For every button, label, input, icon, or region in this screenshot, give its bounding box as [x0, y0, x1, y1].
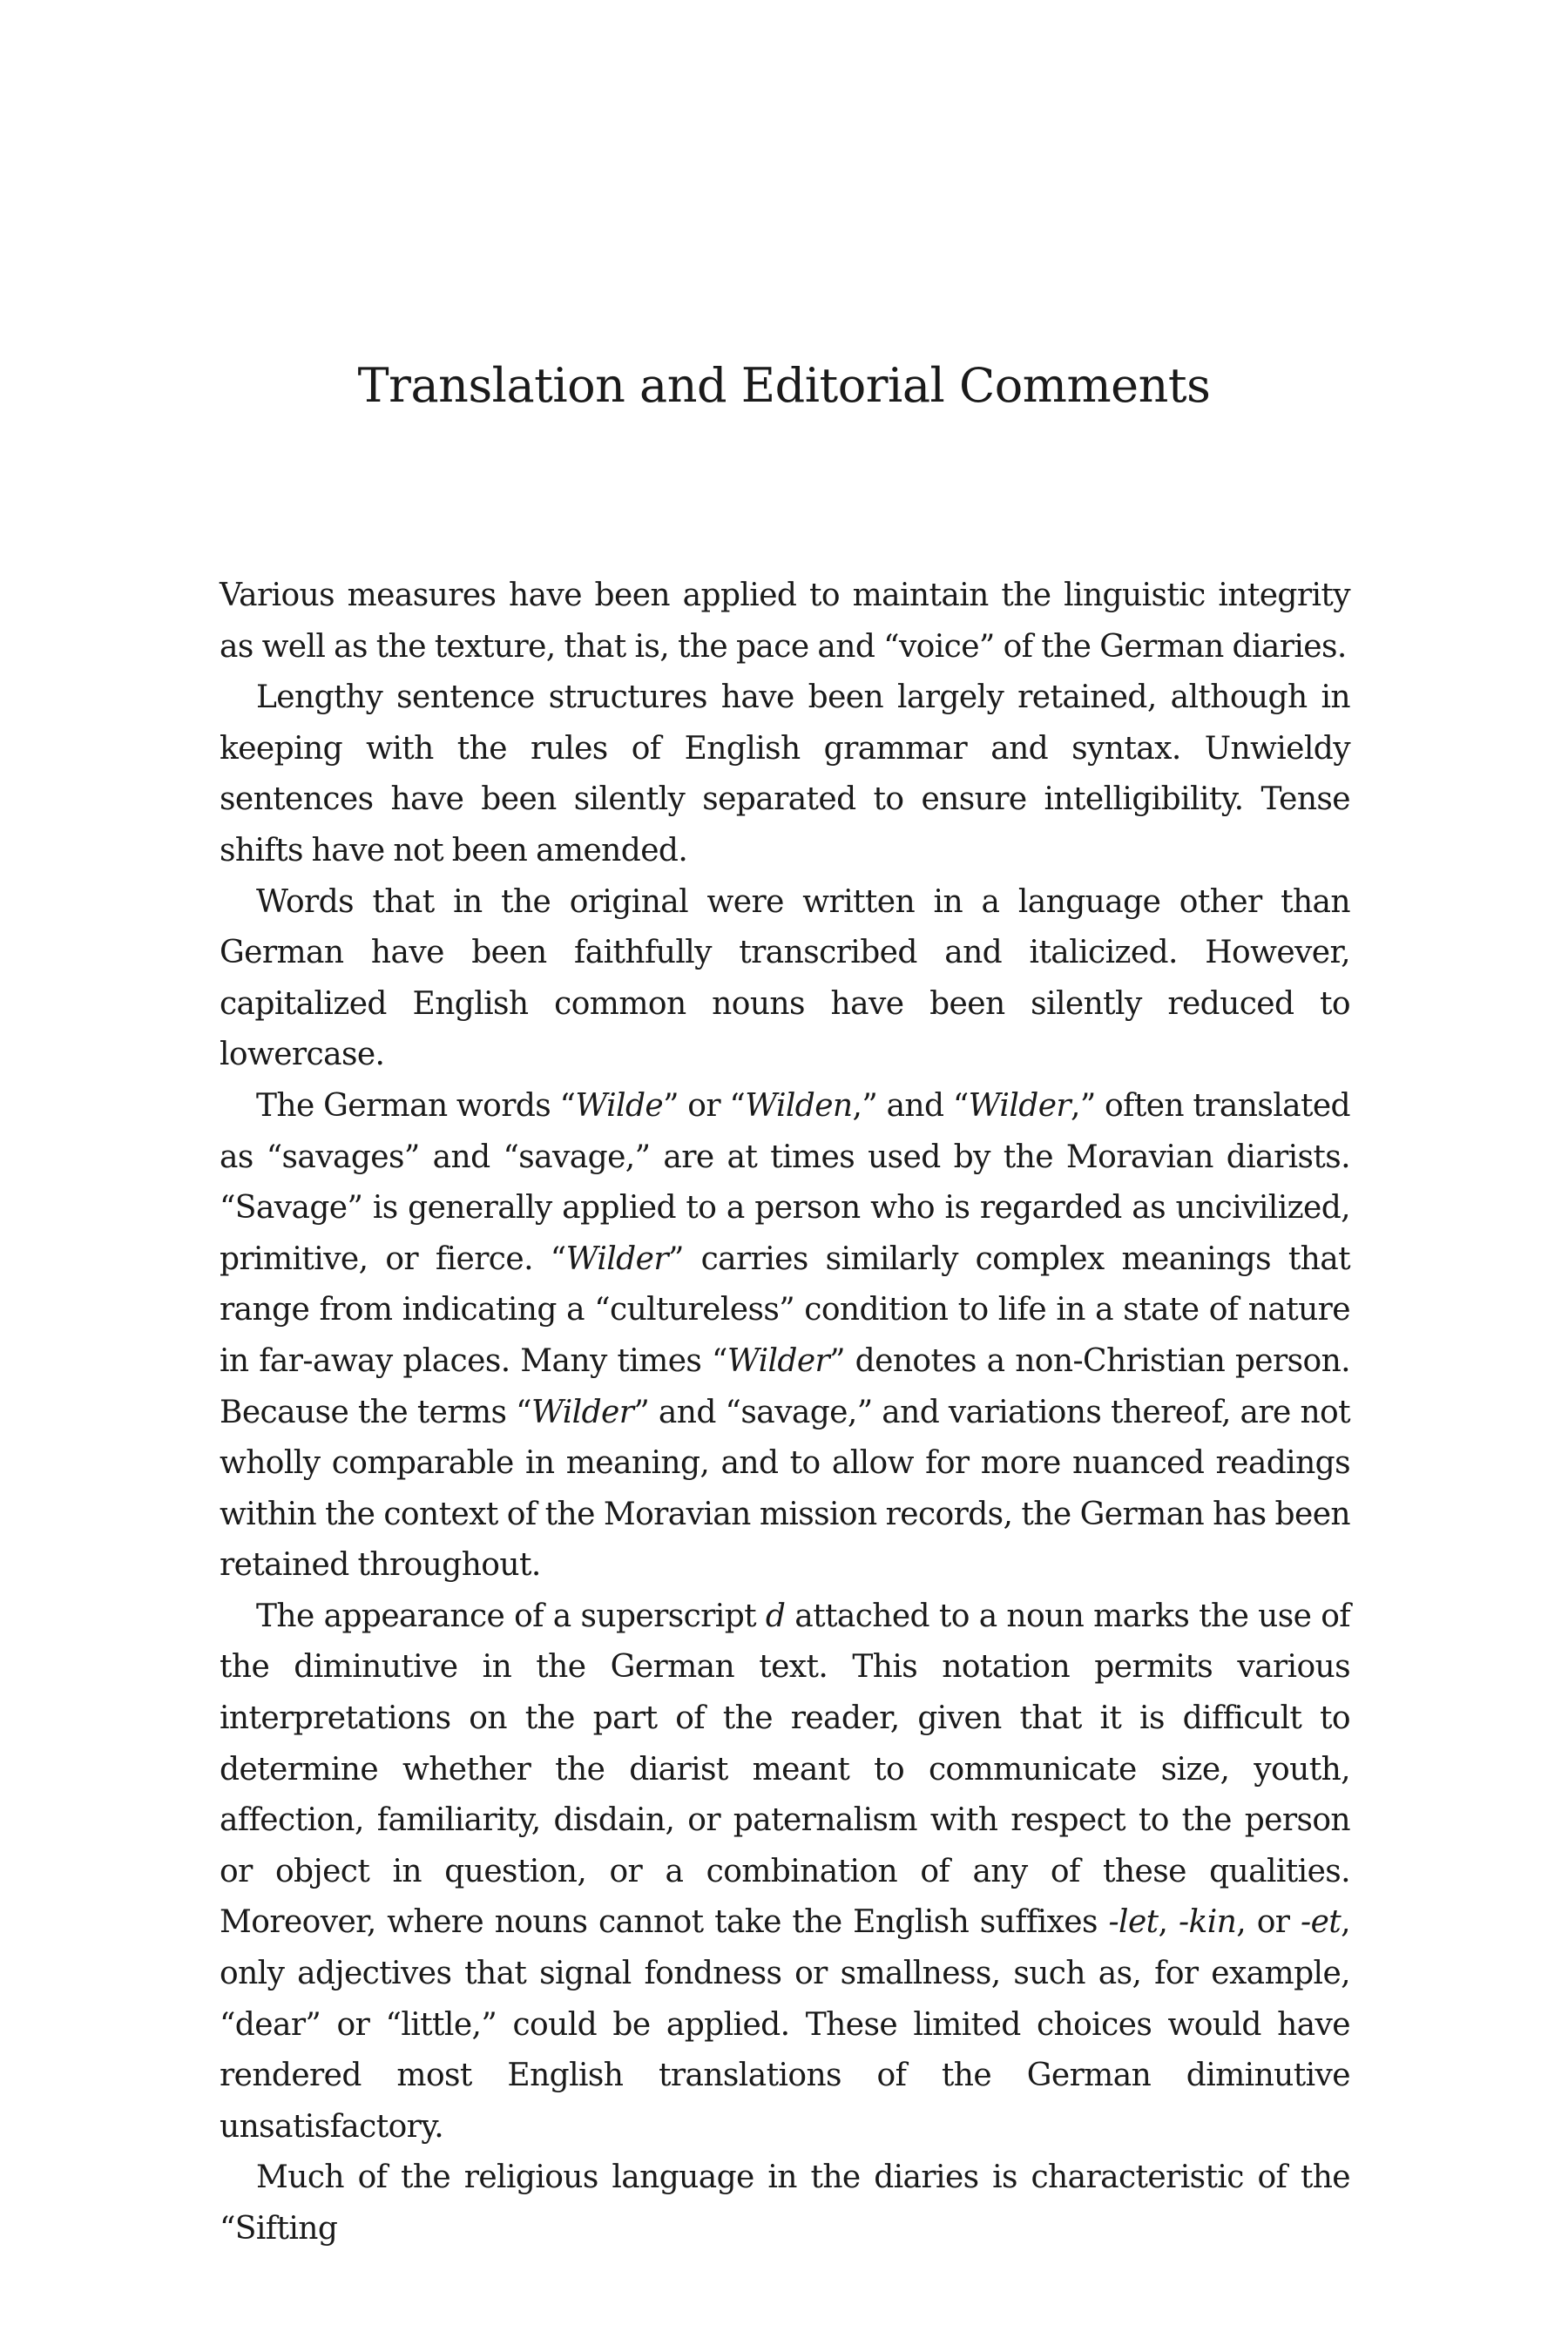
- paragraph: [220, 2153, 1350, 2254]
- text-run: ,: [1158, 1904, 1179, 1941]
- body-text: [220, 571, 1350, 2255]
- text-run: Various measures have been applied to maintain the linguistic integrity as well as the texture, that is, the pace and “voice” of the German diaries.: [220, 578, 1350, 665]
- italic-term: -kin: [1178, 1904, 1237, 1941]
- text-run: The German words “: [256, 1087, 576, 1124]
- italic-term: Wilden: [745, 1087, 853, 1124]
- paragraph: [220, 1081, 1350, 1592]
- text-run: ” and “savage,” and variations thereof, are not wholly comparable in meaning, and to allow for more nuanced readings within the context of the Moravian mission records, the German has been retained throughout.: [220, 1394, 1350, 1584]
- text-run: attached to a noun marks the use of the diminutive in the German text. This notation permits various interpretations on the part of the reader, given that it is difficult to determine whether the diarist meant to communicate size, youth, affection, familiarity, disdain, or paternalism with respect to the person or object in question, or a combination of any of these qualities. Moreover, where nouns cannot take the English suffixes: [220, 1598, 1351, 1941]
- italic-term: Wilder: [565, 1240, 668, 1277]
- italic-term: Wilder: [968, 1087, 1071, 1124]
- paragraph: [220, 877, 1350, 1081]
- italic-term: Wilde: [575, 1087, 664, 1124]
- text-run: The appearance of a superscript: [256, 1598, 766, 1634]
- italic-term: Wilder: [531, 1394, 634, 1430]
- paragraph: [220, 672, 1350, 876]
- italic-term: -et: [1301, 1904, 1342, 1941]
- paragraph: [220, 1592, 1350, 2153]
- italic-term: Wilder: [727, 1342, 830, 1379]
- text-run: , only adjectives that signal fondness or smallness, such as, for example, “dear” or “little,” could be applied. These limited choices would have rendered most English translations of the German diminutive unsatisfactory.: [220, 1904, 1350, 2145]
- text-run: ,” often translated as “savages” and “savage,” are at times used by the Moravian diarists. “Savage” is generally applied to a person who is regarded as uncivilized, primitive, or fierce. “: [220, 1087, 1350, 1277]
- italic-term: d: [765, 1598, 786, 1634]
- text-run: Words that in the original were written in a language other than German have been faithfully transcribed and italicized. However, capitalized English common nouns have been silently reduced to lowercase.: [220, 883, 1350, 1073]
- text-run: ” denotes a non-Christian person. Because the terms “: [220, 1342, 1350, 1430]
- text-run: , or: [1236, 1904, 1301, 1941]
- text-run: Much of the religious language in the diaries is characteristic of the “Sifting: [220, 2159, 1350, 2247]
- text-run: ” carries similarly complex meanings that range from indicating a “cultureless” condition to life in a state of nature in far-away places. Many times “: [220, 1240, 1350, 1379]
- paragraph: [220, 571, 1350, 672]
- text-run: ,” and “: [852, 1087, 969, 1124]
- text-run: Lengthy sentence structures have been largely retained, although in keeping with the rules of English grammar and syntax. Unwieldy sentences have been silently separated to ensure intelligibility. Tense shifts have not been amended.: [220, 679, 1350, 868]
- italic-term: -let: [1108, 1904, 1159, 1941]
- text-run: ” or “: [663, 1087, 746, 1124]
- page-title: Translation and Editorial Comments: [357, 358, 1211, 413]
